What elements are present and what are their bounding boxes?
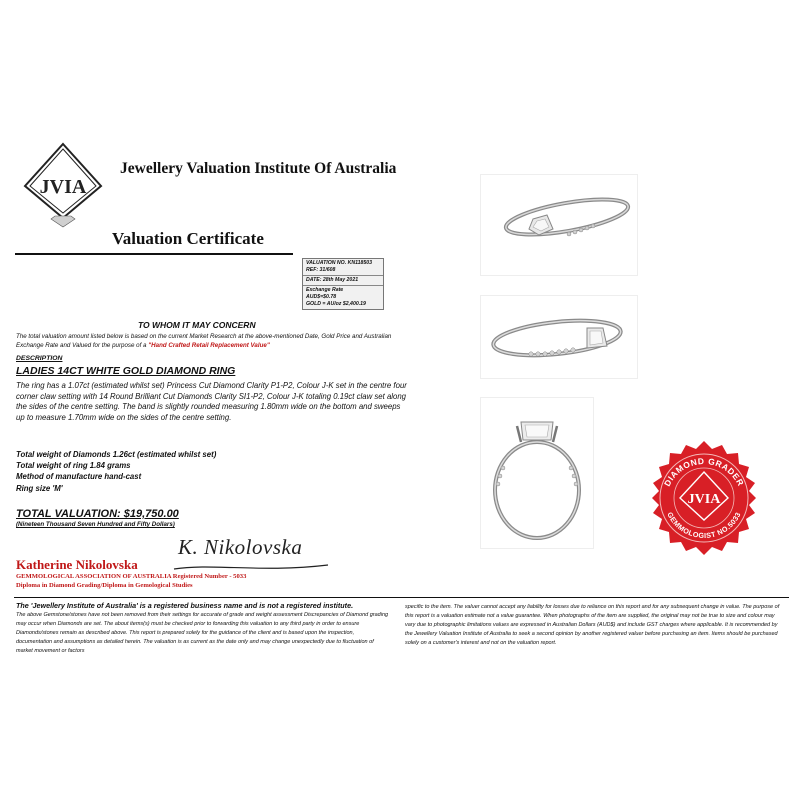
valuer-diploma: Diploma in Diamond Grading/Diploma in Gemological Studies [16,582,193,589]
intro-text: The total valuation amount listed below is based on the current Market Research at the above-mentioned Date, Gold Price and Australian Exchange Rate and Valued for the purpose of a [16,333,392,349]
ring-photo-angled [481,175,637,275]
specs-list [16,449,216,494]
disclaimer-left: The above Gemstone/stones have not been removed from their settings for accurate of grade and weight assessment Discrepancies of Diamond grading may occur when Diamonds are set. The about items(s) must be checked prior to forwarding this valuation to any third party in order to ensure Diamonds/stones remain as described above. This report is prepared solely for the guidance of the client and is based upon the inspection, documentation and assumptions as detailed herein. The valuation is as current as the date only and may change unexpectedly due to fluctuation of market movement or factors [16,612,389,654]
spec-diamond-weight: Total weight of Diamonds 1.26ct (estimated whilst set) [16,450,217,459]
ring-photo-side [481,296,637,378]
valuer-signature [178,535,302,560]
footer-divider [14,597,789,598]
gold-rate: GOLD = AU/oz $2,400.19 [306,301,366,307]
valuation-date-cell [303,276,383,286]
reference-number: REF: 31/608 [306,267,336,273]
item-description: The ring has a 1.07ct (estimated whilst set) Princess Cut Diamond Clarity P1-P2, Colour J-K set in the centre four corner claw setting with 14 Round Brilliant Cut Diamonds Clarity SI1-P2, Colour J-K totaling 0.19ct claw set along the sides of the centre setting. The band is slightly rounded measuring 1.80mm wide on the bottom and sweeps up to measure 1.70mm wide on the sides of the centre setting. [16,381,407,422]
to-whom-heading: TO WHOM IT MAY CONCERN [138,320,256,330]
valuation-number: VALUATION NO. KN118503 [306,260,373,266]
seal-top-text: DIAMOND GRADER [661,455,747,488]
total-valuation-words: (Nineteen Thousand Seven Hundred and Fifty Dollars) [16,521,175,528]
certificate-title: Valuation Certificate [112,229,264,248]
disclaimer-right: specific to the item. The valuer cannot accept any liability for losses due to reliance on this report and for any subsequent change in value. The purpose of this report is a valuation estimate not a value guarantee. When photographs of the item are supplied, the original may not be true to size and colour may vary due to photographic limitations values are expressed in Australian Dollars (AUD$) and include GST charges where applicable. It is recommended by the Jewellery Valuation Institute of Australia to seek a second opinion by another registered valuer before purchasing an item. Items should be purchased solely on a customer's interest and not on the valuation report. [405,604,780,646]
valuation-number-cell [303,259,383,276]
spec-ring-weight: Total weight of ring 1.84 grams [16,461,131,471]
aud-rate: AUD$=$0.78 [306,294,337,300]
valuation-date: DATE: 28th May 2021 [306,277,359,283]
description-heading: DESCRIPTION [16,355,63,362]
gemmological-association: GEMMOLOGICAL ASSOCIATION OF AUSTRALIA Registered Number - 5033 [16,573,247,580]
title-divider [15,253,293,255]
jvia-logo [20,140,106,228]
exchange-rate-cell [303,286,383,309]
spec-manufacture: Method of manufacture hand-cast [16,472,142,482]
valuation-info-box [302,258,384,310]
valuer-name: Katherine Nikolovska [16,557,138,572]
total-valuation: TOTAL VALUATION: $19,750.00 [16,508,179,520]
logo-text: JVIA [39,176,87,198]
signature-text: K. Nikolovska [178,535,303,559]
seal-bottom-text: GEMMOLOGIST NO.5033 [665,510,743,541]
ring-photo-front [481,398,593,548]
diamond-grader-seal [646,440,762,556]
seal-center-text: JVIA [687,492,721,507]
item-title: LADIES 14CT WHITE GOLD DIAMOND RING [16,365,236,377]
disclaimer-headline: The 'Jewellery Institute of Australia' is a registered business name and is not a registered institute. [16,601,354,610]
spec-ring-size: Ring size 'M' [16,483,63,493]
valuation-purpose: "Hand Crafted Retail Replacement Value" [148,341,270,349]
intro-paragraph [16,333,401,350]
exchange-rate-label: Exchange Rate [306,287,344,293]
brand-name: Jewellery Valuation Institute Of Australia [120,160,397,177]
